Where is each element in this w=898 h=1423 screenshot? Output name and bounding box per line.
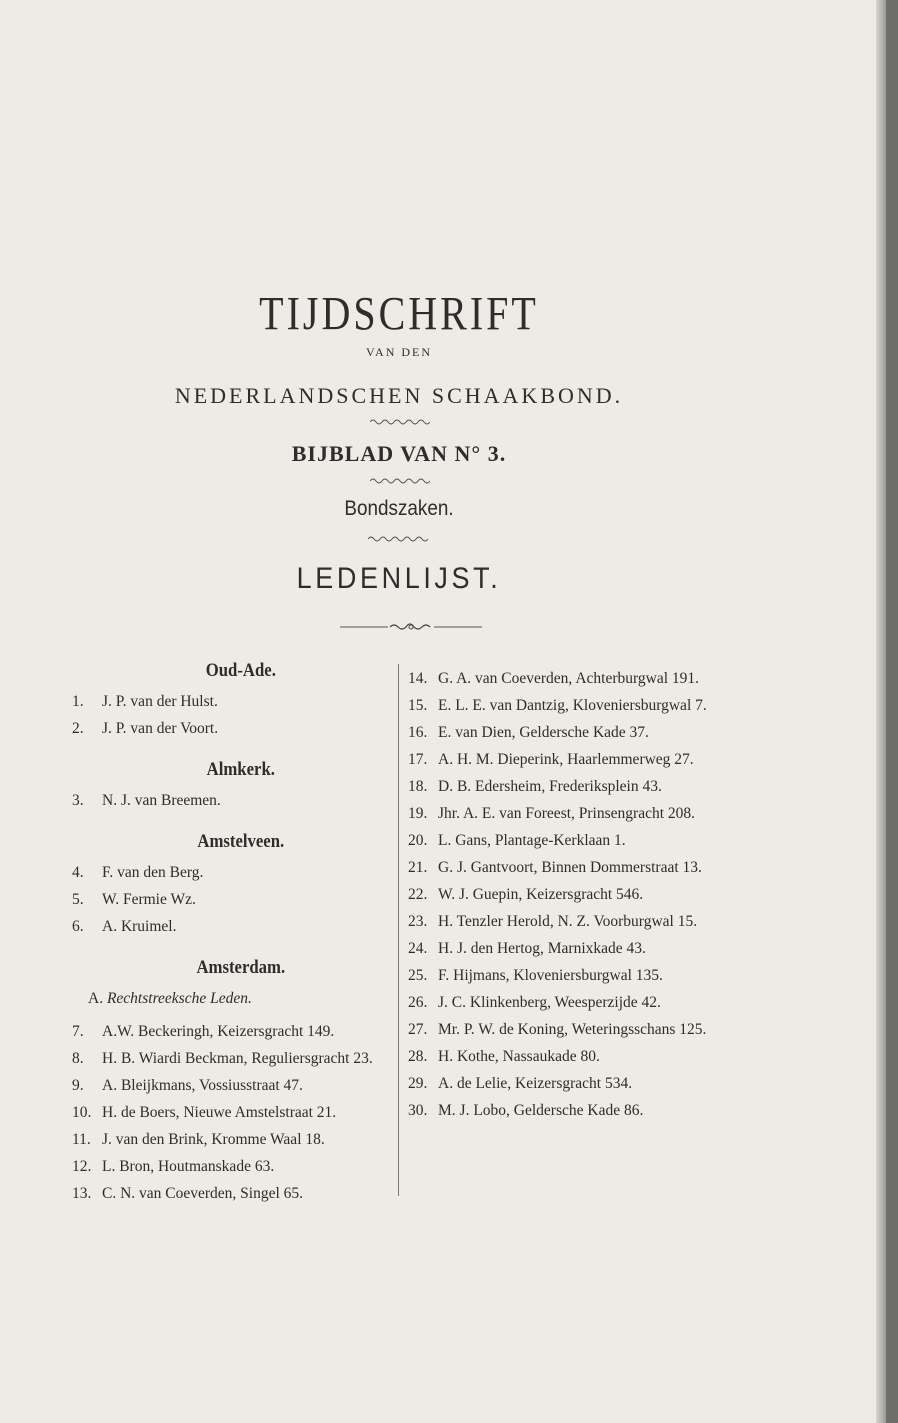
- entry-text: C. N. van Coeverden, Singel 65.: [102, 1185, 304, 1202]
- entry-text: A. Kruimel.: [102, 918, 177, 935]
- entry-number: 15.: [408, 697, 428, 714]
- entry-number: 26.: [408, 994, 428, 1011]
- member-entry: [72, 1048, 392, 1069]
- member-entry: [408, 668, 730, 689]
- entry-text: H. de Boers, Nieuwe Amstelstraat 21.: [102, 1104, 337, 1121]
- member-entry: [408, 776, 730, 797]
- member-entry: [72, 718, 392, 739]
- entry-text: J. van den Brink, Kromme Waal 18.: [102, 1131, 325, 1148]
- supplement-heading: BIJBLAD VAN N° 3.: [291, 441, 507, 466]
- entry-number: 11.: [72, 1131, 91, 1148]
- city-heading-oud-ade: Oud-Ade.: [205, 660, 276, 681]
- entry-text: E. van Dien, Geldersche Kade 37.: [438, 724, 649, 741]
- entry-text: H. Tenzler Herold, N. Z. Voorburgwal 15.: [438, 913, 698, 930]
- member-entry: [408, 884, 730, 905]
- member-entry: [408, 1019, 730, 1040]
- entry-number: 23.: [408, 913, 428, 930]
- entry-text: E. L. E. van Dantzig, Kloveniersburgwal 7.: [438, 697, 707, 714]
- wavy-divider-3: [368, 535, 432, 543]
- left-column: [72, 660, 392, 1210]
- ornament-divider-icon: [340, 620, 482, 634]
- entry-text: H. B. Wiardi Beckman, Reguliersgracht 23.: [102, 1050, 373, 1067]
- entry-number: 28.: [408, 1048, 428, 1065]
- entry-text: H. J. den Hertog, Marnixkade 43.: [438, 940, 646, 957]
- entry-text: Jhr. A. E. van Foreest, Prinsengracht 208.: [438, 805, 696, 822]
- entry-number: 19.: [408, 805, 428, 822]
- entry-number: 30.: [408, 1102, 428, 1119]
- city-heading-almkerk: Almkerk.: [206, 759, 275, 780]
- entry-number: 18.: [408, 778, 428, 795]
- entry-number: 4.: [72, 864, 84, 881]
- entry-text: N. J. van Breemen.: [102, 792, 221, 809]
- entry-text: A. de Lelie, Keizersgracht 534.: [438, 1075, 633, 1092]
- right-column: [408, 668, 730, 1127]
- member-entry: [408, 992, 730, 1013]
- entry-number: 27.: [408, 1021, 428, 1038]
- entry-number: 16.: [408, 724, 428, 741]
- subsection-label: [88, 988, 392, 1009]
- entry-text: J. P. van der Voort.: [102, 720, 219, 737]
- entry-number: 29.: [408, 1075, 428, 1092]
- entry-number: 3.: [72, 792, 84, 809]
- entry-number: 13.: [72, 1185, 92, 1202]
- entry-text: D. B. Edersheim, Frederiksplein 43.: [438, 778, 662, 795]
- entry-text: Mr. P. W. de Koning, Weteringsschans 125.: [438, 1021, 707, 1038]
- member-entry: [408, 938, 730, 959]
- member-entry: [408, 695, 730, 716]
- member-entry: [72, 1075, 392, 1096]
- member-entry: [408, 722, 730, 743]
- entry-text: W. J. Guepin, Keizersgracht 546.: [438, 886, 644, 903]
- entry-text: A. H. M. Dieperink, Haarlemmerweg 27.: [438, 751, 694, 768]
- wavy-divider-1: [370, 418, 430, 426]
- member-entry: [72, 790, 392, 811]
- entry-number: 25.: [408, 967, 428, 984]
- entry-number: 20.: [408, 832, 428, 849]
- member-entry: [408, 1100, 730, 1121]
- journal-subtitle-bond: NEDERLANDSCHEN SCHAAKBOND.: [174, 383, 624, 408]
- section-heading: Bondszaken.: [344, 497, 454, 520]
- entry-text: L. Bron, Houtmanskade 63.: [102, 1158, 275, 1175]
- member-entry: [72, 1156, 392, 1177]
- member-entry: [408, 1073, 730, 1094]
- subsection-title: Rechtstreeksche Leden.: [106, 990, 252, 1007]
- member-entry: [408, 911, 730, 932]
- city-heading-amstelveen: Amstelveen.: [197, 831, 285, 852]
- entry-number: 24.: [408, 940, 428, 957]
- member-entry: [408, 749, 730, 770]
- entry-number: 2.: [72, 720, 84, 737]
- member-entry: [72, 1102, 392, 1123]
- entry-text: A.W. Beckeringh, Keizersgracht 149.: [102, 1023, 335, 1040]
- entry-number: 1.: [72, 693, 84, 710]
- member-entry: [408, 1046, 730, 1067]
- journal-subtitle-van-den: VAN DEN: [365, 345, 433, 359]
- entry-number: 7.: [72, 1023, 84, 1040]
- entry-text: J. P. van der Hulst.: [102, 693, 218, 710]
- member-entry: [72, 916, 392, 937]
- entry-number: 21.: [408, 859, 428, 876]
- member-entry: [408, 857, 730, 878]
- member-entry: [72, 1021, 392, 1042]
- entry-text: G. J. Gantvoort, Binnen Dommerstraat 13.: [438, 859, 702, 876]
- entry-number: 9.: [72, 1077, 84, 1094]
- entry-text: F. van den Berg.: [102, 864, 204, 881]
- page-edge-shadow: [876, 0, 886, 1423]
- subsection-prefix: A.: [88, 990, 104, 1007]
- entry-number: 22.: [408, 886, 428, 903]
- entry-text: W. Fermie Wz.: [102, 891, 196, 908]
- column-divider: [398, 664, 399, 1196]
- member-entry: [72, 1183, 392, 1204]
- entry-number: 12.: [72, 1158, 92, 1175]
- entry-text: G. A. van Coeverden, Achterburgwal 191.: [438, 670, 700, 687]
- entry-text: L. Gans, Plantage-Kerklaan 1.: [438, 832, 626, 849]
- member-entry: [408, 803, 730, 824]
- member-entry: [408, 830, 730, 851]
- member-entry: [72, 889, 392, 910]
- member-entry: [72, 1129, 392, 1150]
- entry-text: F. Hijmans, Kloveniersburgwal 135.: [438, 967, 663, 984]
- wavy-divider-2: [370, 477, 430, 485]
- entry-text: A. Bleijkmans, Vossiusstraat 47.: [102, 1077, 303, 1094]
- member-entry: [72, 862, 392, 883]
- entry-number: 10.: [72, 1104, 92, 1121]
- entry-number: 8.: [72, 1050, 84, 1067]
- entry-text: M. J. Lobo, Geldersche Kade 86.: [438, 1102, 644, 1119]
- member-entry: [72, 691, 392, 712]
- entry-number: 17.: [408, 751, 428, 768]
- member-list-title: LEDENLIJST.: [296, 562, 502, 595]
- entry-number: 6.: [72, 918, 84, 935]
- entry-text: J. C. Klinkenberg, Weesperzijde 42.: [438, 994, 661, 1011]
- entry-number: 5.: [72, 891, 84, 908]
- entry-text: H. Kothe, Nassaukade 80.: [438, 1048, 600, 1065]
- entry-number: 14.: [408, 670, 428, 687]
- journal-title: TIJDSCHRIFT: [259, 287, 539, 341]
- city-heading-amsterdam: Amsterdam.: [196, 957, 286, 978]
- member-entry: [408, 965, 730, 986]
